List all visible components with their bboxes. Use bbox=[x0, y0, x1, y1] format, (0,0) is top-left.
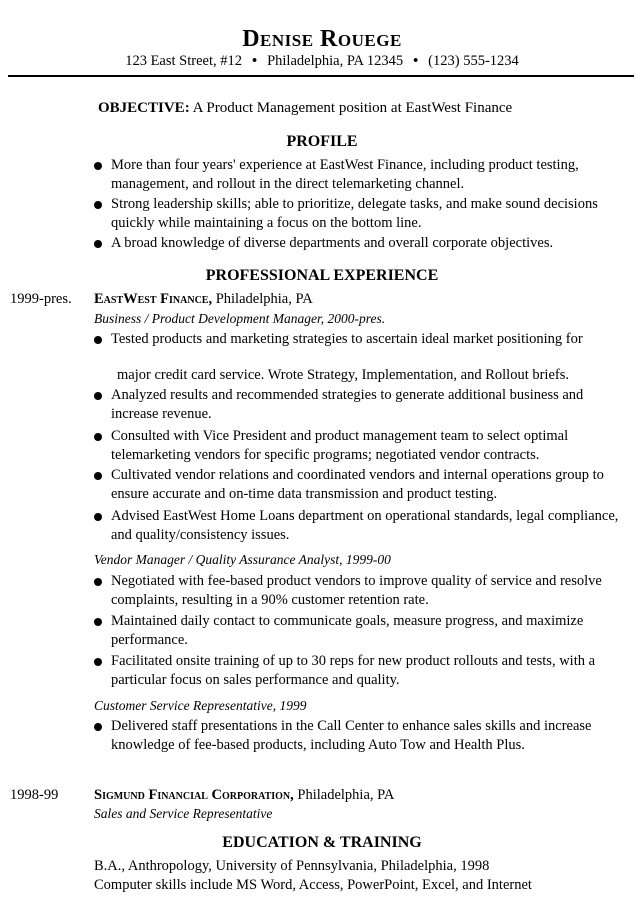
bullet-icon bbox=[94, 578, 102, 586]
job-header bbox=[94, 290, 313, 309]
list-item: More than four years' experience at EastWest Finance, including product testing, management, and rollout in the direct telemarketing channel. bbox=[94, 156, 634, 194]
bullet-icon bbox=[94, 658, 102, 666]
role-title: Business / Product Development Manager, 2000-pres. bbox=[94, 311, 386, 326]
list-item: Maintained daily contact to communicate goals, measure progress, and maximize performance. bbox=[94, 612, 634, 650]
bullet-icon bbox=[94, 392, 102, 400]
header-rule bbox=[8, 75, 634, 77]
experience-heading: PROFESSIONAL EXPERIENCE bbox=[205, 267, 439, 284]
list-item: Cultivated vendor relations and coordinated vendors and internal operations group to ensure accurate and on-time data transmission and product testing. bbox=[94, 466, 634, 504]
city: Philadelphia, PA 12345 bbox=[267, 53, 404, 69]
education-line: Computer skills include MS Word, Access, PowerPoint, Excel, and Internet bbox=[94, 877, 532, 893]
list-item: Negotiated with fee-based product vendors to improve quality of service and resolve complaints, resulting in a 90% customer retention rate. bbox=[94, 572, 634, 610]
list-item: Analyzed results and recommended strategies to generate additional business and increase revenue. bbox=[94, 386, 634, 424]
company-name: EastWest Finance, bbox=[94, 291, 213, 307]
job-dates: 1998-99 bbox=[10, 787, 59, 803]
address: 123 East Street, #12 bbox=[125, 53, 242, 69]
list-item: A broad knowledge of diverse departments and overall corporate objectives. bbox=[94, 234, 634, 253]
bullet-icon bbox=[94, 433, 102, 441]
bullet-icon bbox=[94, 472, 102, 480]
list-item: Delivered staff presentations in the Call Center to enhance sales skills and increase knowledge of fee-based products, including Auto Tow and Health Plus. bbox=[94, 717, 634, 755]
profile-heading: PROFILE bbox=[286, 133, 358, 150]
resume-name: Denise Rouege bbox=[242, 26, 402, 52]
bullet-icon bbox=[94, 162, 102, 170]
company-location: Philadelphia, PA bbox=[215, 291, 313, 307]
contact-line bbox=[0, 52, 644, 71]
list-item: Advised EastWest Home Loans department on operational standards, legal compliance, and quality/consistency issues. bbox=[94, 507, 634, 545]
bullet-icon bbox=[94, 336, 102, 344]
company-name: Sigmund Financial Corporation, bbox=[94, 787, 294, 803]
list-item: Tested products and marketing strategies to ascertain ideal market positioning for bbox=[94, 330, 634, 349]
education-heading: EDUCATION & TRAINING bbox=[222, 834, 422, 851]
education-line: B.A., Anthropology, University of Pennsylvania, Philadelphia, 1998 bbox=[94, 858, 490, 874]
bullet-icon bbox=[94, 618, 102, 626]
separator-dot: • bbox=[413, 53, 419, 69]
objective-label: OBJECTIVE: bbox=[98, 100, 190, 116]
role-title: Vendor Manager / Quality Assurance Analyst, 1999-00 bbox=[94, 552, 391, 567]
objective bbox=[98, 99, 512, 118]
bullet-icon bbox=[94, 240, 102, 248]
company-location: Philadelphia, PA bbox=[297, 787, 395, 803]
role-title: Sales and Service Representative bbox=[94, 806, 273, 821]
phone: (123) 555-1234 bbox=[428, 53, 519, 69]
job-header bbox=[94, 786, 394, 805]
role-title: Customer Service Representative, 1999 bbox=[94, 698, 307, 713]
bullet-icon bbox=[94, 201, 102, 209]
objective-text: A Product Management position at EastWest Finance bbox=[192, 100, 513, 116]
list-item-continuation: major credit card service. Wrote Strategy, Implementation, and Rollout briefs. bbox=[117, 367, 569, 383]
list-item: Consulted with Vice President and product management team to select optimal telemarketing vendors for specific programs; negotiated vendor contracts. bbox=[94, 427, 634, 465]
list-item: Facilitated onsite training of up to 30 reps for new product rollouts and tests, with a particular focus on sales performance and quality. bbox=[94, 652, 634, 690]
bullet-icon bbox=[94, 513, 102, 521]
bullet-icon bbox=[94, 723, 102, 731]
separator-dot: • bbox=[252, 53, 258, 69]
list-item: Strong leadership skills; able to prioritize, delegate tasks, and make sound decisions quickly while maintaining a focus on the bottom line. bbox=[94, 195, 634, 233]
job-dates: 1999-pres. bbox=[10, 291, 72, 307]
